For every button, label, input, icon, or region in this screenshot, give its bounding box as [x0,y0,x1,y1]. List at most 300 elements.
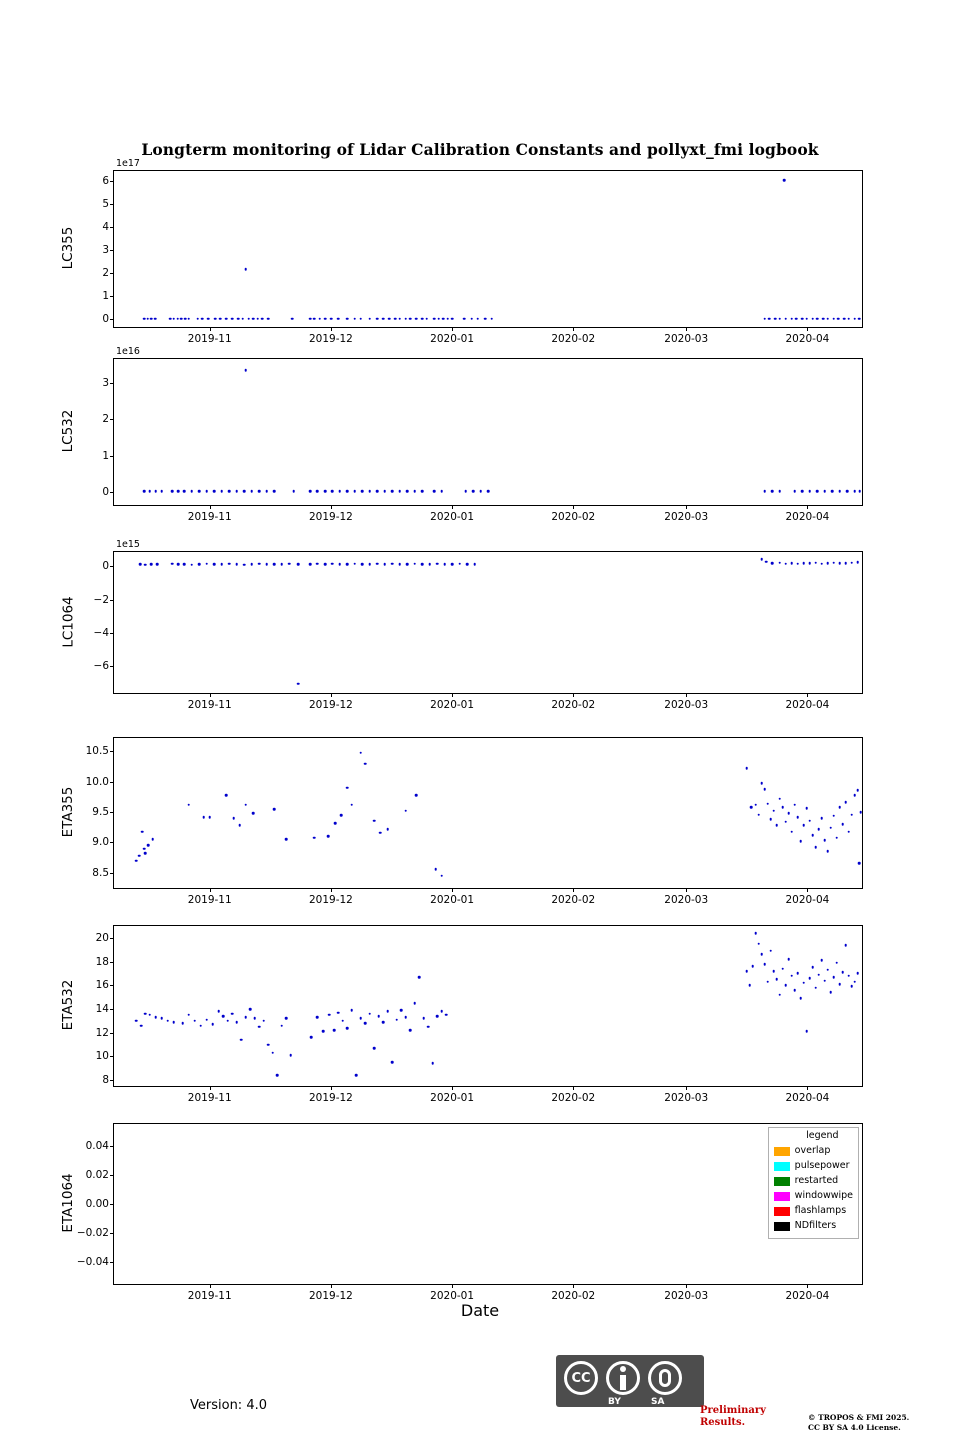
data-point [750,806,753,809]
data-point [790,562,793,565]
data-point [442,317,445,320]
y-tick-mark [110,204,114,205]
data-point [376,490,379,493]
data-point [421,490,424,493]
x-tick-label: 2020-02 [551,511,596,523]
data-point [781,806,784,809]
y-tick-label: 0.00 [85,1197,109,1210]
preliminary-results-note [700,1405,766,1428]
chart-panel-lc355 [102,170,863,345]
data-point [391,490,394,493]
x-tick-label: 2020-01 [430,894,475,906]
y-tick-label: 2 [102,412,109,425]
data-point [346,490,349,493]
data-point [261,317,264,320]
data-point [271,1052,274,1055]
data-point [176,317,179,320]
data-point [470,317,473,320]
data-point [858,862,861,865]
data-point [406,563,409,566]
data-point [309,490,312,493]
data-point [464,490,467,493]
data-point [427,1025,430,1028]
data-point [265,563,268,566]
y-tick-mark [110,962,114,963]
y-tick-label: −6 [93,660,109,673]
y-tick-label: 3 [102,376,109,389]
data-point [760,558,763,561]
chart-panel-eta1064 [76,1123,863,1302]
data-point [144,563,147,566]
data-point [140,1024,143,1027]
data-point [816,490,819,493]
legend-item[interactable] [774,1144,853,1159]
x-tick-mark [807,1086,808,1090]
y-tick-label: 0.02 [85,1168,109,1181]
data-point [790,830,793,833]
data-point [850,561,853,564]
data-point [433,317,436,320]
data-point [214,317,217,320]
x-tick-label: 2019-12 [308,511,353,523]
x-tick-label: 2019-12 [308,894,353,906]
data-point [826,317,829,320]
data-point [196,317,199,320]
y-tick-label: −0.04 [76,1255,109,1268]
data-point [258,490,261,493]
data-point [771,562,774,565]
data-point [829,827,832,830]
data-point [346,787,349,790]
y-tick-label: 0 [102,559,109,572]
data-point [837,317,840,320]
data-point [760,782,763,785]
y-tick-mark [110,1009,114,1010]
data-point [805,807,808,810]
legend-item[interactable] [774,1204,853,1219]
x-tick-label: 2020-04 [785,699,830,711]
data-point [285,838,288,841]
data-point [829,991,832,994]
data-point [771,490,774,493]
x-tick-mark [807,327,808,331]
data-point [440,490,443,493]
x-tick-label: 2020-03 [664,511,709,523]
data-point [232,817,235,820]
data-point [135,859,138,862]
chart-panel-lc532 [102,358,863,523]
x-tick-mark [210,1284,211,1288]
data-point [135,1020,138,1023]
y-tick-mark [110,1080,114,1081]
x-tick-label: 2019-11 [187,699,232,711]
x-tick-mark [686,1284,687,1288]
x-tick-mark [331,1284,332,1288]
x-tick-mark [686,888,687,892]
x-tick-mark [210,1086,211,1090]
y-axis-label-eta355: ETA355 [60,786,76,838]
data-point [173,1021,176,1024]
y-tick-label: 0 [102,312,109,325]
y-axis-label-lc1064: LC1064 [60,595,76,648]
data-point [816,317,819,320]
data-point [775,978,778,981]
data-point [445,1014,448,1017]
data-point [398,317,401,320]
data-point [190,563,193,566]
x-tick-label: 2019-11 [187,511,232,523]
data-point [413,1002,416,1005]
x-tick-mark [573,1284,574,1288]
data-point [421,317,424,320]
data-point [802,824,805,827]
y-tick-mark [110,938,114,939]
data-point [373,1047,376,1050]
legend-item[interactable] [774,1219,853,1234]
data-point [853,317,856,320]
version-label: Version: 4.0 [190,1398,267,1413]
data-point [437,317,440,320]
cc-by-text: BY [608,1397,621,1407]
x-tick-label: 2020-02 [551,1290,596,1302]
data-point [207,317,210,320]
x-tick-mark [452,888,453,892]
data-point [202,816,205,819]
x-tick-label: 2020-04 [785,511,830,523]
data-point [213,563,216,566]
data-point [285,1017,288,1020]
y-tick-mark [110,273,114,274]
y-tick-mark [110,250,114,251]
y-tick-label: 18 [95,955,109,968]
data-point [220,563,223,566]
y-tick-label: 10 [95,1050,109,1063]
data-point [354,563,357,566]
data-point [171,563,174,566]
x-tick-label: 2020-01 [430,699,475,711]
x-tick-mark [686,505,687,509]
data-point [787,812,790,815]
data-point [386,828,389,831]
data-point [415,794,418,797]
data-point [808,977,811,980]
x-tick-mark [807,693,808,697]
chart-panel-eta355 [85,737,863,906]
y-tick-label: −4 [93,626,109,639]
data-point [398,563,401,566]
data-point [778,562,781,565]
data-point [832,317,835,320]
data-point [252,317,255,320]
data-point [188,804,191,807]
data-point [143,490,146,493]
y-axis-label-eta1064: ETA1064 [60,1173,76,1233]
y-tick-label: 10.5 [85,745,109,758]
data-point [843,317,846,320]
data-point [463,317,466,320]
data-point [258,1025,261,1028]
x-tick-mark [210,327,211,331]
legend-item-label: overlap [794,1145,831,1157]
data-point [757,942,760,945]
data-point [832,976,835,979]
data-point [360,1017,363,1020]
data-point [188,317,191,320]
data-point [844,801,847,804]
y-tick-mark [110,812,114,813]
data-point [820,562,823,565]
data-point [400,1009,403,1012]
legend-item[interactable] [774,1174,853,1189]
y-tick-label: 3 [102,243,109,256]
data-point [169,317,172,320]
data-point [193,1020,196,1023]
y-tick-mark [110,181,114,182]
y-tick-label: 16 [95,979,109,991]
data-point [316,1016,319,1019]
y-tick-mark [110,985,114,986]
data-point [258,562,261,565]
data-point [391,1061,394,1064]
data-point [273,490,276,493]
data-point [451,317,454,320]
x-tick-mark [452,1086,453,1090]
legend-swatch [774,1177,790,1186]
data-point [823,839,826,842]
data-point [754,932,757,935]
data-point [382,317,385,320]
data-point [360,317,363,320]
legend-item-label: flashlamps [794,1205,847,1217]
cc-text: CC [571,1370,591,1386]
data-point [805,317,808,320]
data-point [337,317,340,320]
x-axis-label: Date [460,1301,500,1320]
data-point [249,1008,252,1011]
data-point [823,979,826,982]
data-point [250,490,253,493]
data-point [490,317,493,320]
data-point [149,1014,152,1017]
data-point [841,971,844,974]
data-point [768,317,771,320]
data-point [805,1030,808,1033]
data-point [267,1043,270,1046]
data-point [339,490,342,493]
data-point [256,317,259,320]
x-tick-label: 2020-02 [551,1092,596,1104]
data-point [458,563,461,566]
data-point [198,490,201,493]
data-point [446,317,449,320]
data-point [351,1009,354,1012]
x-tick-mark [331,505,332,509]
data-point [784,317,787,320]
x-tick-label: 2020-03 [664,1092,709,1104]
y-tick-label: 10.0 [85,775,109,788]
data-point [775,824,778,827]
data-point [238,824,241,827]
data-point [817,828,820,831]
data-point [811,966,814,969]
data-point [383,490,386,493]
data-point [826,969,829,972]
data-point [844,944,847,947]
data-point [297,683,300,686]
data-point [138,855,141,858]
data-point [280,1024,283,1027]
data-point [364,1022,367,1025]
data-point [177,490,180,493]
data-point [422,1017,425,1020]
data-point [351,804,354,807]
x-tick-label: 2020-02 [551,894,596,906]
data-point [801,317,804,320]
data-point [783,179,786,182]
y-tick-label: 0 [102,485,109,498]
data-point [847,830,850,833]
legend-item-label: NDfilters [794,1220,837,1232]
data-point [383,563,386,566]
data-point [415,317,418,320]
data-point [235,563,238,566]
data-point [346,317,349,320]
data-point [354,490,357,493]
data-point [826,850,829,853]
copyright-line-2: CC BY SA 4.0 License. [808,1422,901,1432]
data-point [858,317,861,320]
data-point [766,802,769,805]
data-point [177,563,180,566]
x-tick-mark [807,505,808,509]
legend-swatch [774,1207,790,1216]
data-point [757,813,760,816]
data-point [369,490,372,493]
y-tick-mark [110,1033,114,1034]
x-tick-label: 2019-12 [308,1092,353,1104]
data-point [799,997,802,1000]
data-point [339,563,342,566]
x-tick-label: 2019-12 [308,699,353,711]
data-point [340,814,343,817]
y-tick-label: 4 [102,220,109,233]
data-point [310,1036,313,1039]
y-tick-label: 5 [102,198,109,210]
x-tick-mark [573,1086,574,1090]
data-point [313,836,316,839]
data-point [472,490,475,493]
data-point [184,317,187,320]
data-point [784,562,787,565]
y-tick-mark [110,633,114,634]
x-tick-mark [573,327,574,331]
x-tick-mark [573,693,574,697]
data-point [811,317,814,320]
data-point [763,963,766,966]
data-point [751,965,754,968]
data-point [838,806,841,809]
data-point [856,972,859,975]
data-point [487,490,490,493]
data-point [802,562,805,565]
y-axis-label-lc355: LC355 [60,226,76,270]
chart-panel-lc1064 [93,551,863,711]
y-tick-label: 8 [102,1073,109,1086]
y-tick-label: 2 [102,266,109,279]
data-point [395,1018,398,1021]
data-point [778,490,781,493]
data-point [765,560,768,563]
data-point [143,847,146,850]
data-point [237,317,240,320]
data-point [309,317,312,320]
data-point [853,794,856,797]
data-point [228,562,231,565]
x-tick-mark [452,693,453,697]
data-point [252,812,255,815]
axis-exponent-label: 1e17 [116,158,140,169]
y-axis-label-eta532: ETA532 [60,979,76,1031]
data-point [413,490,416,493]
data-point [823,490,826,493]
legend-item-label: pulsepower [794,1160,850,1172]
x-tick-mark [331,327,332,331]
data-point [188,1014,191,1017]
data-point [354,317,357,320]
data-point [155,490,158,493]
data-point [244,268,247,271]
legend-swatch [774,1192,790,1201]
data-point [443,563,446,566]
data-point [201,317,204,320]
data-point [360,751,363,754]
x-tick-label: 2019-12 [308,333,353,345]
data-point [240,1038,243,1041]
data-point [433,490,436,493]
legend-item[interactable] [774,1159,853,1174]
data-point [795,317,798,320]
y-tick-mark [110,600,114,601]
data-point [144,852,147,855]
data-point [342,1020,345,1023]
data-point [244,804,247,807]
x-tick-mark [210,693,211,697]
data-point [276,1074,279,1077]
data-point [369,317,372,320]
data-point [361,563,364,566]
data-point [139,563,142,566]
data-point [772,810,775,813]
y-tick-mark [110,666,114,667]
data-point [280,563,283,566]
data-point [853,490,856,493]
data-point [831,490,834,493]
data-point [778,317,781,320]
y-tick-mark [110,782,114,783]
data-point [746,767,749,770]
legend-item[interactable] [774,1189,853,1204]
data-point [790,974,793,977]
data-point [331,562,334,565]
axis-exponent-label: 1e16 [116,346,140,357]
data-point [847,974,850,977]
data-point [273,563,276,566]
data-point [167,1020,170,1023]
x-tick-mark [452,1284,453,1288]
cc-license-badge [556,1355,704,1407]
data-point [156,563,159,566]
y-tick-label: −2 [93,593,109,606]
